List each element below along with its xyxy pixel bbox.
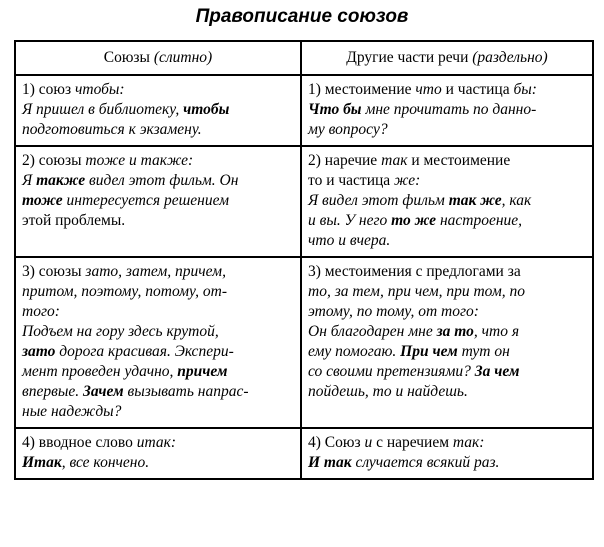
row3-right-h1: 3) местоимения с предлогами за <box>308 263 521 280</box>
row4-left-h1it: итак: <box>136 434 176 451</box>
row3-left-h1it: зато, затем, причем, <box>85 263 226 280</box>
header-right <box>301 41 593 75</box>
row2-left-ex3: этой проблемы. <box>22 212 126 229</box>
row2-right-ex1c: , как <box>501 192 532 209</box>
row3-left-h2: притом, поэтому, потому, от- <box>22 283 227 300</box>
row2-right-h1b: и местоимение <box>407 152 511 169</box>
header-right-note: (раздельно) <box>472 49 548 66</box>
conjunctions-table <box>14 40 594 480</box>
row3-left <box>15 257 301 428</box>
row1-right-heading-mid: и частица <box>441 81 514 98</box>
row4-right-h1it1: и <box>364 434 373 451</box>
row2-right-h1it: так <box>381 152 408 169</box>
row3-left-ex5: ные надежды? <box>22 403 122 420</box>
row3-left-ex2b: зато <box>22 343 56 360</box>
row2-right-h2a: то и частица <box>308 172 395 189</box>
row4-right-exb: И так <box>308 454 352 471</box>
row4-right-h1a: 4) Союз <box>308 434 365 451</box>
table-row <box>15 257 593 428</box>
row2-right-ex1a: Я видел этот фильм <box>308 192 449 209</box>
row3-right-h2: то, за тем, при чем, при том, по <box>308 283 525 300</box>
row4-right-exc: случается всякий раз. <box>351 454 500 471</box>
row2-right-ex3: что и вчера. <box>308 232 391 249</box>
row3-right-ex3b: За чем <box>474 363 520 380</box>
row3-left-h1a: 3) союзы <box>22 263 86 280</box>
row2-right-ex1b: так же <box>448 192 502 209</box>
row2-right-ex2c: настроение, <box>436 212 523 229</box>
row2-left <box>15 146 301 257</box>
row1-right-example-line2: му вопросу? <box>308 121 388 138</box>
row3-right <box>301 257 593 428</box>
row1-right-example-bold: Что бы <box>308 101 362 118</box>
row1-left-example-bold: чтобы <box>183 101 230 118</box>
row2-left-ex2c: интересуется решением <box>62 192 229 209</box>
row4-right-h1it2: так: <box>452 434 485 451</box>
row2-left-ex1a: Я <box>22 172 37 189</box>
row2-left-ex1b: также <box>36 172 86 189</box>
row2-right <box>301 146 593 257</box>
row3-right-ex3a: со своими претензиями? <box>308 363 475 380</box>
row4-right-h1mid: с наречием <box>372 434 453 451</box>
row3-right-h3: этому, по тому, от того: <box>308 303 479 320</box>
row3-right-ex2b: При чем <box>400 343 458 360</box>
row3-left-ex4b: Зачем <box>82 383 124 400</box>
row4-left-exc: , все кончено. <box>61 454 150 471</box>
header-left-main: Союзы <box>103 49 150 66</box>
row3-right-ex1b: за то <box>436 323 474 340</box>
row1-left-heading-words: чтобы: <box>75 81 125 98</box>
table-row <box>15 428 593 479</box>
row3-right-ex2c: тут он <box>457 343 510 360</box>
row3-right-ex1: Он благодарен мне <box>308 323 437 340</box>
row2-right-ex2b: то же <box>391 212 437 229</box>
row4-left-exb: Итак <box>22 454 62 471</box>
row2-left-heading-words: тоже и также: <box>85 152 194 169</box>
row3-left-ex4: впервые. <box>22 383 83 400</box>
row2-right-ex2a: и вы. У него <box>308 212 392 229</box>
row3-right-ex4: пойдешь, то и найдешь. <box>308 383 468 400</box>
row3-left-h3: того: <box>22 303 60 320</box>
row3-right-ex2a: ему помогаю. <box>308 343 401 360</box>
row1-right-heading-it1: что <box>415 81 442 98</box>
header-left-note: (слитно) <box>153 49 213 66</box>
row2-right-h1a: 2) наречие <box>308 152 382 169</box>
row3-left-ex3b: причем <box>177 363 228 380</box>
row3-right-ex1c: , что я <box>473 323 520 340</box>
row4-right <box>301 428 593 479</box>
row3-left-ex2c: дорога красивая. Экспери- <box>55 343 234 360</box>
row1-left-example-line2: подготовиться к экзамену. <box>22 121 202 138</box>
row1-left <box>15 75 301 146</box>
header-right-main: Другие части речи <box>346 49 469 66</box>
row4-left-h1a: 4) вводное слово <box>22 434 137 451</box>
table-header-row <box>15 41 593 75</box>
row1-right <box>301 75 593 146</box>
table-row <box>15 146 593 257</box>
row3-left-ex4c: вызывать напрас- <box>123 383 249 400</box>
header-left <box>15 41 301 75</box>
row2-left-ex2b: тоже <box>22 192 63 209</box>
row1-left-example: Я пришел в библиотеку, <box>22 101 184 118</box>
page-title: Правописание союзов <box>195 6 409 27</box>
row1-right-example: мне прочитать по данно- <box>361 101 537 118</box>
row2-left-heading: 2) союзы <box>22 152 86 169</box>
row3-left-ex3a: мент проведен удачно, <box>22 363 178 380</box>
row1-right-heading: 1) местоимение <box>308 81 416 98</box>
row1-left-heading: 1) союз <box>22 81 75 98</box>
row2-right-h2it: же: <box>394 172 421 189</box>
row4-left <box>15 428 301 479</box>
row3-left-ex1: Подъем на гору здесь крутой, <box>22 323 219 340</box>
row2-left-ex1c: видел этот фильм. Он <box>85 172 239 189</box>
row1-right-heading-it2: бы: <box>513 81 537 98</box>
table-row <box>15 75 593 146</box>
